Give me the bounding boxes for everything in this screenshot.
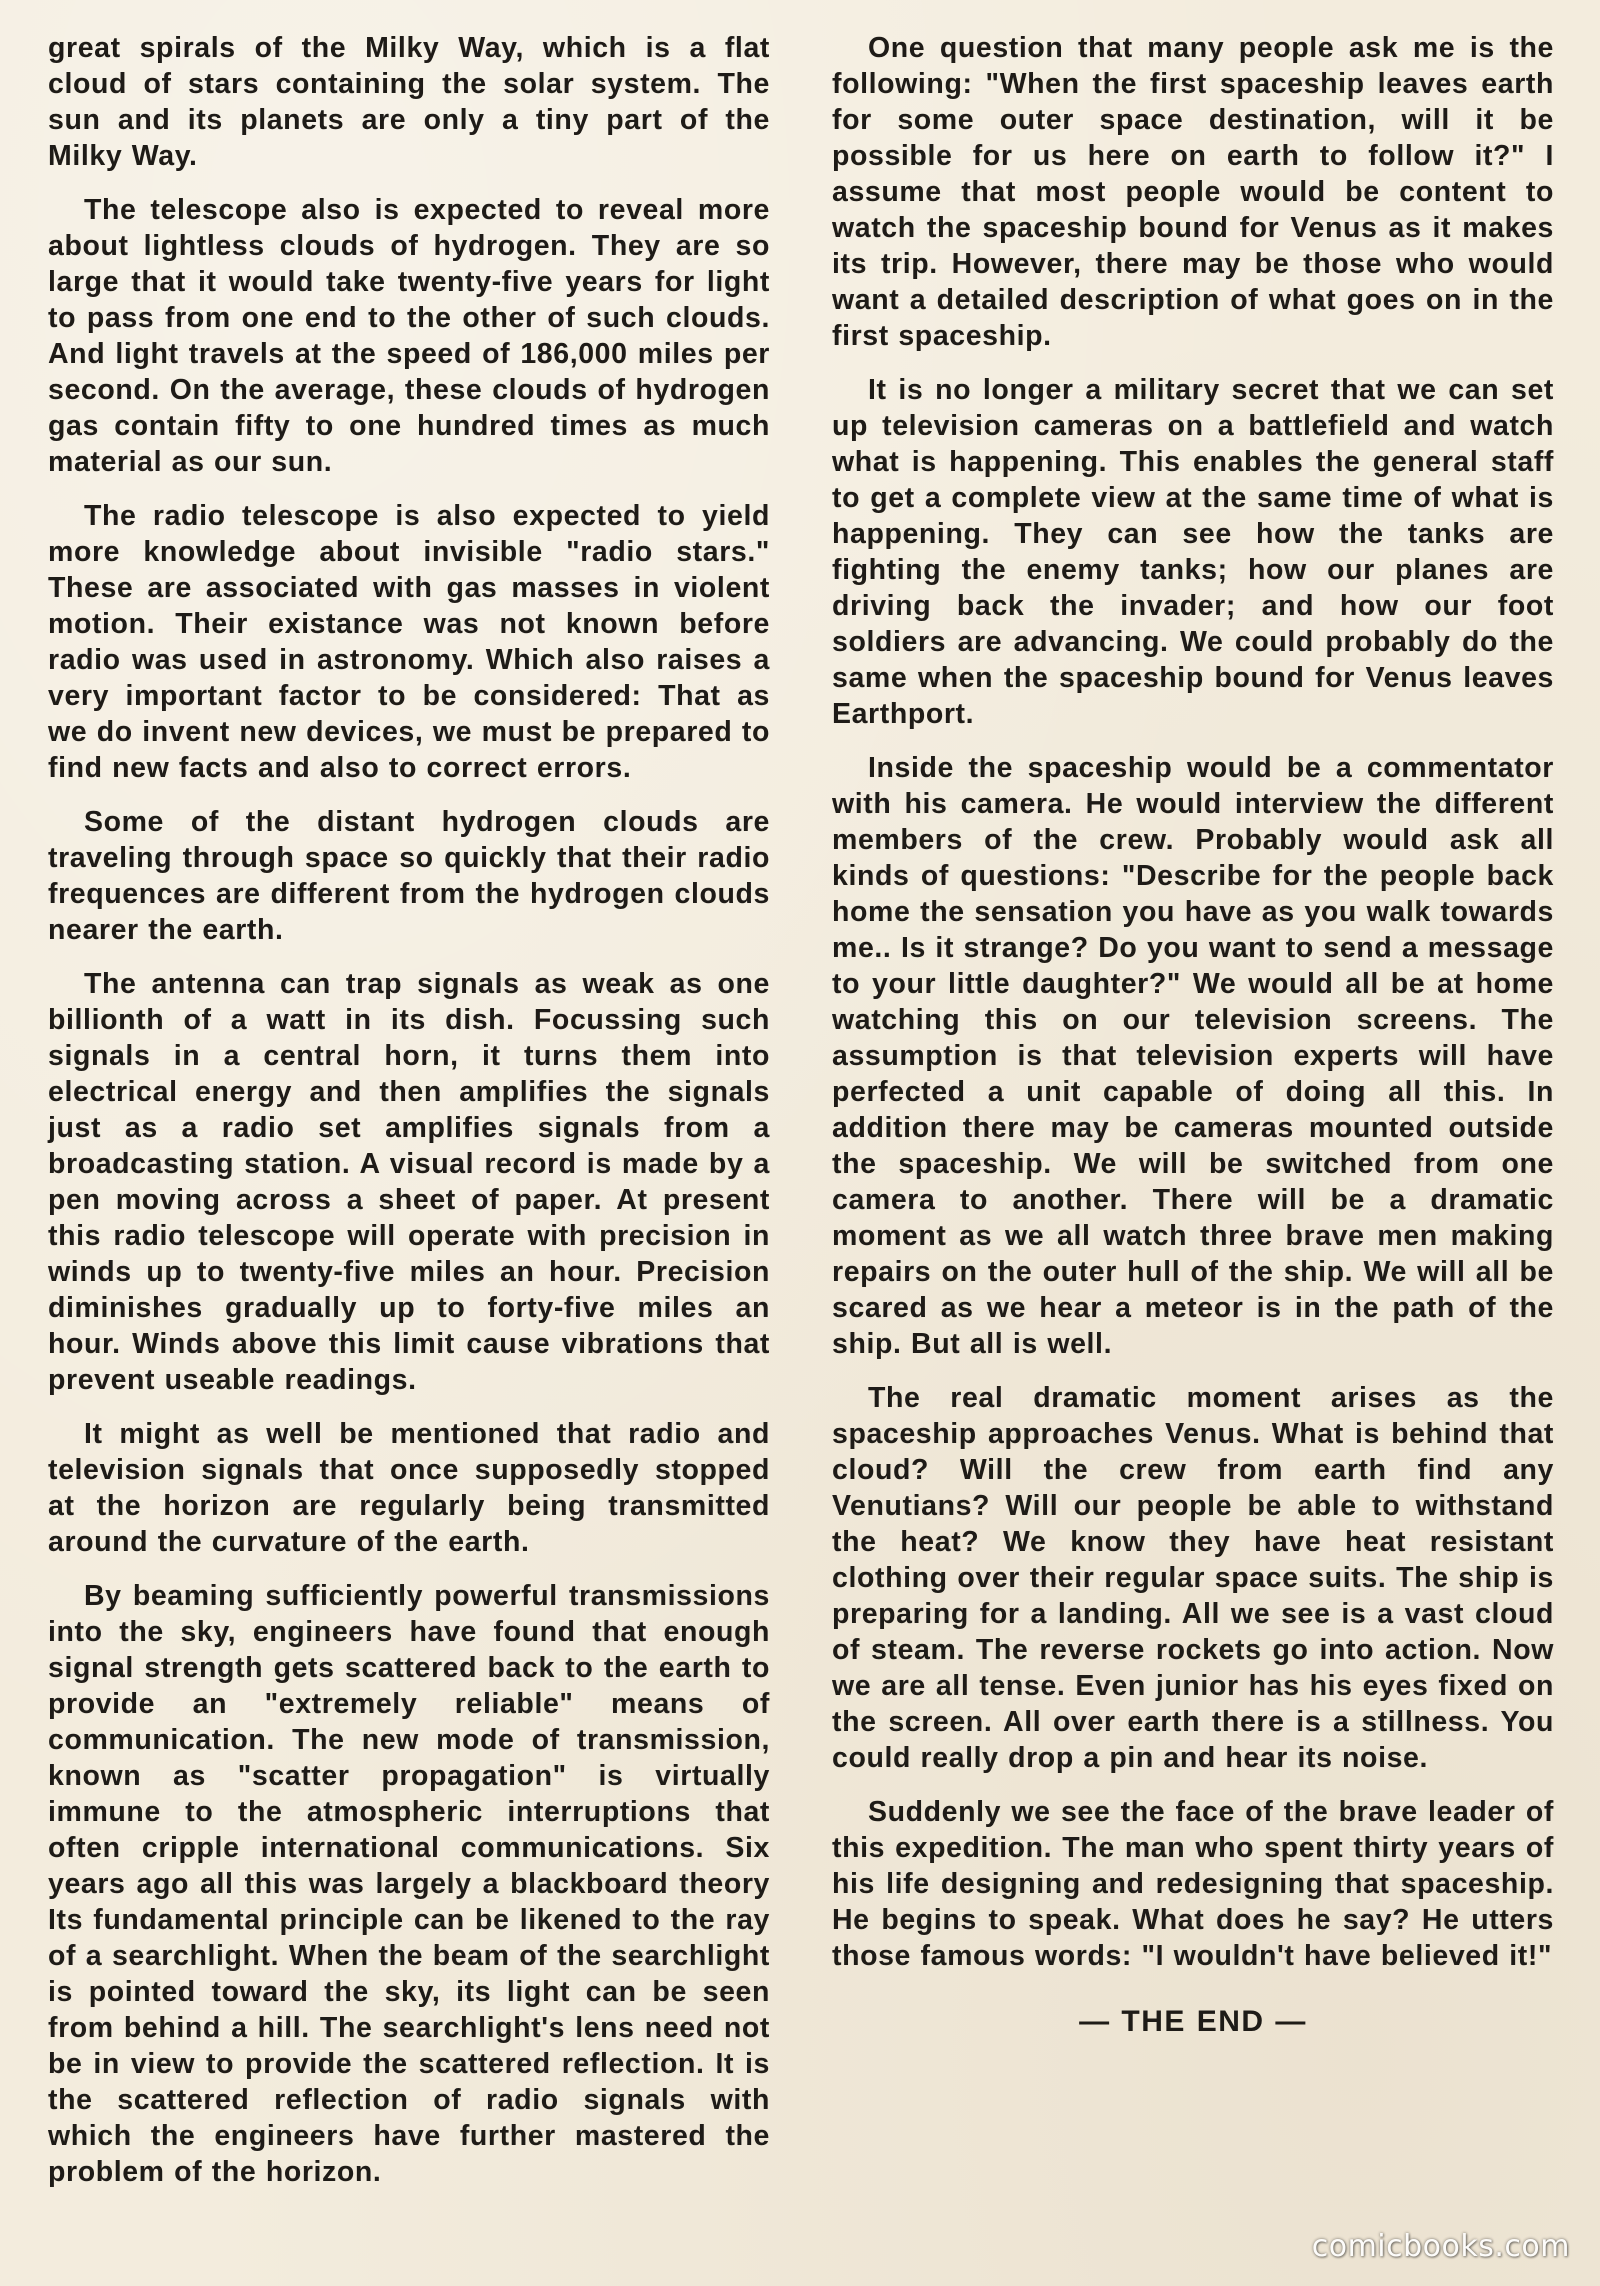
paragraph: The telescope also is expected to reveal more about lightless clouds of hydrogen. They are so large that it would take twenty-five years for light to pass from one end to the other of such clouds. And light travels at the speed of 186,000 miles per second. On the average, these clouds of hydrogen gas contain fifty to one hundred times as much material as our sun.: [48, 194, 770, 478]
paragraph: By beaming sufficiently powerful transmissions into the sky, engineers have found that enough signal strength gets scattered back to the earth to provide an "extremely reliable" means of communication. The new mode of transmission, known as "scatter propagation" is virtually immune to the atmospheric interruptions that often cripple international communications. Six years ago all this was largely a blackboard theory Its fundamental principle can be likened to the ray of a searchlight. When the beam of the searchlight is pointed toward the sky, its light can be seen from behind a hill. The searchlight's lens need not be in view to provide the scattered reflection. It is the scattered reflection of radio signals with which the engineers have further mastered the problem of the horizon.: [48, 1580, 770, 2188]
the-end-marker: — THE END —: [1079, 2005, 1307, 2038]
paragraph: Inside the spaceship would be a commentator with his camera. He would interview the different members of the crew. Probably would ask all kinds of questions: "Describe for the people back home the sensation you have as you walk towards me.. Is it strange? Do you want to send a message to your little daughter?" We would all be at home watching this on our television screens. The assumption is that television experts will have perfected a unit capable of doing all this. In addition there may be cameras mounted outside the spaceship. We will be switched from one camera to another. There will be a dramatic moment as we all watch three brave men making repairs on the outer hull of the ship. We will all be scared as we hear a meteor is in the path of the ship. But all is well.: [832, 752, 1554, 1360]
paragraph: Some of the distant hydrogen clouds are traveling through space so quickly that their radio frequences are different from the hydrogen clouds nearer the earth.: [48, 806, 770, 946]
paragraph: One question that many people ask me is the following: "When the first spaceship leaves earth for some outer space destination, will it be possible for us here on earth to follow it?" I assume that most people would be content to watch the spaceship bound for Venus as it makes its trip. However, there may be those who would want a detailed description of what goes on in the first spaceship.: [832, 32, 1554, 352]
watermark: comicbooks.com: [1311, 2229, 1570, 2264]
left-text-column: [48, 30, 770, 2208]
paragraph: It might as well be mentioned that radio and television signals that once supposedly stopped at the horizon are regularly being transmitted around the curvature of the earth.: [48, 1418, 770, 1558]
paragraph: The real dramatic moment arises as the spaceship approaches Venus. What is behind that cloud? Will the crew from earth find any Venutians? Will our people be able to withstand the heat? We know they have heat resistant clothing over their regular space suits. The ship is preparing for a landing. All we see is a vast cloud of steam. The reverse rockets go into action. Now we are all tense. Even junior has his eyes fixed on the screen. All over earth there is a stillness. You could really drop a pin and hear its noise.: [832, 1382, 1554, 1774]
right-text-column: [832, 30, 1554, 2040]
paragraph: The antenna can trap signals as weak as one billionth of a watt in its dish. Focussing such signals in a central horn, it turns them into electrical energy and then amplifies the signals just as a radio set amplifies signals from a broadcasting station. A visual record is made by a pen moving across a sheet of paper. At present this radio telescope will operate with precision in winds up to twenty-five miles an hour. Precision diminishes gradually up to forty-five miles an hour. Winds above this limit cause vibrations that prevent useable readings.: [48, 968, 770, 1396]
paragraph: Suddenly we see the face of the brave leader of this expedition. The man who spent thirty years of his life designing and redesigning that spaceship. He begins to speak. What does he say? He utters those famous words: "I wouldn't have believed it!": [832, 1796, 1554, 1972]
paragraph: It is no longer a military secret that we can set up television cameras on a battlefield and watch what is happening. This enables the general staff to get a complete view at the same time of what is happening. They can see how the tanks are fighting the enemy tanks; how our planes are driving back the invader; and how our foot soldiers are advancing. We could probably do the same when the spaceship bound for Venus leaves Earthport.: [832, 374, 1554, 730]
paragraph: The radio telescope is also expected to yield more knowledge about invisible "radio stars." These are associated with gas masses in violent motion. Their existance was not known before radio was used in astronomy. Which also raises a very important factor to be considered: That as we do invent new devices, we must be prepared to find new facts and also to correct errors.: [48, 500, 770, 784]
paragraph: great spirals of the Milky Way, which is a flat cloud of stars containing the solar system. The sun and its planets are only a tiny part of the Milky Way.: [48, 32, 770, 172]
